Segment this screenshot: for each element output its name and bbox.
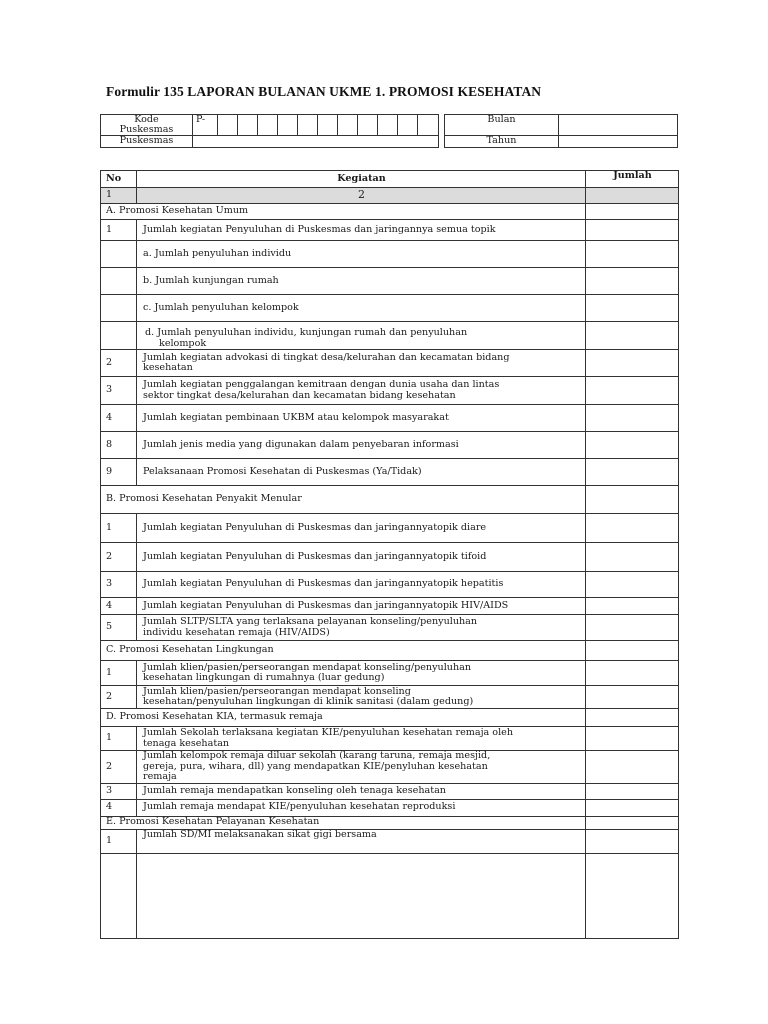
kode-prefix-cell: P-: [193, 115, 218, 136]
row-kegiatan: Jumlah klien/pasien/perseorangan mendapat konseling/penyuluhan kesehatan lingkungan di rumahnya (luar gedung): [137, 661, 586, 686]
section-title: E. Promosi Kesehatan Pelayanan Kesehatan: [101, 816, 586, 829]
row-no: 2: [101, 751, 137, 784]
tahun-value-field[interactable]: [559, 136, 678, 148]
row-kegiatan: Jumlah klien/pasien/perseorangan mendapat konseling kesehatan/penyuluhan lingkungan di klinik sanitasi (dalam gedung): [137, 686, 586, 709]
jumlah-cell[interactable]: [586, 543, 679, 572]
jumlah-cell[interactable]: [586, 486, 679, 514]
section-title: C. Promosi Kesehatan Lingkungan: [101, 641, 586, 661]
jumlah-cell[interactable]: [586, 572, 679, 598]
row-kegiatan: Jumlah kegiatan penggalangan kemitraan dengan dunia usaha dan lintas sektor tingkat desa/kelurahan dan kecamatan bidang kesehatan: [137, 377, 586, 405]
row-kegiatan: [137, 853, 586, 938]
table-row: [101, 783, 679, 799]
kode-box[interactable]: [218, 115, 238, 136]
jumlah-cell[interactable]: [586, 514, 679, 543]
jumlah-cell[interactable]: [586, 204, 679, 220]
kode-box[interactable]: [398, 115, 418, 136]
section-title: D. Promosi Kesehatan KIA, termasuk remaja: [101, 709, 586, 727]
kode-box[interactable]: [358, 115, 378, 136]
table-row: [101, 598, 679, 615]
table-row: [101, 241, 679, 268]
jumlah-cell[interactable]: [586, 727, 679, 751]
puskesmas-value-field[interactable]: [193, 136, 439, 148]
kode-box[interactable]: [378, 115, 398, 136]
kode-box[interactable]: [318, 115, 338, 136]
jumlah-cell[interactable]: [586, 322, 679, 350]
row-kegiatan: Jumlah remaja mendapatkan konseling oleh tenaga kesehatan: [137, 783, 586, 799]
jumlah-cell[interactable]: [586, 295, 679, 322]
row-kegiatan: Jumlah kegiatan pembinaan UKBM atau kelompok masyarakat: [137, 405, 586, 432]
table-row: [101, 268, 679, 295]
kegiatan-table: [100, 170, 679, 939]
row-kegiatan: Jumlah Sekolah terlaksana kegiatan KIE/penyuluhan kesehatan remaja oleh tenaga kesehatan: [137, 727, 586, 751]
row-no: [101, 295, 137, 322]
row-no: 5: [101, 615, 137, 641]
jumlah-cell[interactable]: [586, 432, 679, 459]
table-row: [101, 661, 679, 686]
table-row: [101, 432, 679, 459]
table-row: [101, 572, 679, 598]
row-kegiatan: c. Jumlah penyuluhan kelompok: [137, 295, 586, 322]
row-kegiatan: Pelaksanaan Promosi Kesehatan di Puskesmas (Ya/Tidak): [137, 459, 586, 486]
jumlah-cell[interactable]: [586, 751, 679, 784]
bulan-label: Bulan: [445, 115, 559, 136]
row-no: 1: [101, 829, 137, 853]
row-kegiatan: Jumlah kegiatan Penyuluhan di Puskesmas dan jaringannyatopik hepatitis: [137, 572, 586, 598]
row-no: 2: [101, 686, 137, 709]
row-no: 3: [101, 783, 137, 799]
table-row: [101, 405, 679, 432]
row-no: [101, 241, 137, 268]
column-number-row: [101, 188, 679, 204]
tahun-label: Tahun: [445, 136, 559, 148]
table-row: [101, 751, 679, 784]
jumlah-cell[interactable]: [586, 799, 679, 816]
table-row: [101, 459, 679, 486]
jumlah-cell[interactable]: [586, 350, 679, 377]
row-kegiatan: Jumlah kegiatan Penyuluhan di Puskesmas dan jaringannya semua topik: [137, 220, 586, 241]
table-row: [101, 799, 679, 816]
section-row-e: [101, 816, 679, 829]
row-no: 9: [101, 459, 137, 486]
form-title: Formulir 135 LAPORAN BULANAN UKME 1. PROMOSI KESEHATAN: [106, 84, 542, 99]
section-title: B. Promosi Kesehatan Penyakit Menular: [101, 486, 586, 514]
row-no: 1: [101, 514, 137, 543]
table-row: [101, 686, 679, 709]
section-title: A. Promosi Kesehatan Umum: [101, 204, 586, 220]
table-row: [101, 295, 679, 322]
section-row-b: [101, 486, 679, 514]
jumlah-cell[interactable]: [586, 405, 679, 432]
row-kegiatan: Jumlah SD/MI melaksanakan sikat gigi bersama: [137, 829, 586, 853]
row-no: [101, 322, 137, 350]
periode-header-table: [444, 114, 678, 148]
kode-box[interactable]: [338, 115, 358, 136]
jumlah-cell[interactable]: [586, 686, 679, 709]
puskesmas-label: Puskesmas: [101, 136, 193, 148]
table-row: [101, 543, 679, 572]
kode-box[interactable]: [298, 115, 318, 136]
table-row: [101, 615, 679, 641]
section-row-d: [101, 709, 679, 727]
jumlah-cell[interactable]: [586, 829, 679, 853]
table-row: [101, 350, 679, 377]
row-kegiatan: Jumlah SLTP/SLTA yang terlaksana pelayanan konseling/penyuluhan individu kesehatan remaja (HIV/AIDS): [137, 615, 586, 641]
row-kegiatan: b. Jumlah kunjungan rumah: [137, 268, 586, 295]
row-no: 1: [101, 220, 137, 241]
section-row-c: [101, 641, 679, 661]
jumlah-cell[interactable]: [586, 641, 679, 661]
jumlah-cell[interactable]: [586, 220, 679, 241]
table-row: [101, 829, 679, 853]
row-kegiatan: Jumlah remaja mendapat KIE/penyuluhan kesehatan reproduksi: [137, 799, 586, 816]
row-no: 4: [101, 598, 137, 615]
table-row: [101, 220, 679, 241]
column-header-kegiatan: Kegiatan: [137, 171, 586, 188]
column-number-1: 1: [101, 188, 137, 204]
puskesmas-header-table: [100, 114, 439, 148]
row-kegiatan: Jumlah kegiatan Penyuluhan di Puskesmas dan jaringannyatopik tifoid: [137, 543, 586, 572]
row-kegiatan: Jumlah kelompok remaja diluar sekolah (karang taruna, remaja mesjid, gereja, pura, wihara, dll) yang mendapatkan KIE/penyluhan kesehatan remaja: [137, 751, 586, 784]
column-header-jumlah: Jumlah: [586, 171, 679, 188]
column-number-3: [586, 188, 679, 204]
kode-box[interactable]: [258, 115, 278, 136]
table-row: [101, 322, 679, 350]
row-kegiatan: d. Jumlah penyuluhan individu, kunjungan rumah dan penyuluhan kelompok: [137, 322, 586, 350]
row-no: 1: [101, 727, 137, 751]
jumlah-cell[interactable]: [586, 816, 679, 829]
column-header-no: No: [101, 171, 137, 188]
table-row-empty: [101, 853, 679, 938]
section-row-a: [101, 204, 679, 220]
kode-box[interactable]: [278, 115, 298, 136]
table-row: [101, 727, 679, 751]
bulan-value-field[interactable]: [559, 115, 678, 136]
row-no: [101, 853, 137, 938]
jumlah-cell[interactable]: [586, 459, 679, 486]
jumlah-cell[interactable]: [586, 615, 679, 641]
jumlah-cell[interactable]: [586, 268, 679, 295]
row-kegiatan: a. Jumlah penyuluhan individu: [137, 241, 586, 268]
column-number-2: 2: [137, 188, 586, 204]
kode-puskesmas-label: Kode Puskesmas: [101, 115, 193, 136]
row-no: 2: [101, 350, 137, 377]
kode-box[interactable]: [238, 115, 258, 136]
kode-box[interactable]: [418, 115, 439, 136]
row-kegiatan: Jumlah kegiatan advokasi di tingkat desa/kelurahan dan kecamatan bidang kesehatan: [137, 350, 586, 377]
row-no: 3: [101, 377, 137, 405]
row-no: 8: [101, 432, 137, 459]
row-kegiatan: Jumlah kegiatan Penyuluhan di Puskesmas dan jaringannyatopik HIV/AIDS: [137, 598, 586, 615]
jumlah-cell[interactable]: [586, 783, 679, 799]
row-no: 4: [101, 799, 137, 816]
jumlah-cell[interactable]: [586, 598, 679, 615]
jumlah-cell[interactable]: [586, 241, 679, 268]
row-no: 1: [101, 661, 137, 686]
table-header-row: [101, 171, 679, 188]
row-no: [101, 268, 137, 295]
row-no: 3: [101, 572, 137, 598]
row-kegiatan: Jumlah jenis media yang digunakan dalam penyebaran informasi: [137, 432, 586, 459]
jumlah-cell[interactable]: [586, 853, 679, 938]
row-no: 4: [101, 405, 137, 432]
row-kegiatan: Jumlah kegiatan Penyuluhan di Puskesmas dan jaringannyatopik diare: [137, 514, 586, 543]
row-no: 2: [101, 543, 137, 572]
jumlah-cell[interactable]: [586, 377, 679, 405]
jumlah-cell[interactable]: [586, 661, 679, 686]
table-row: [101, 377, 679, 405]
table-row: [101, 514, 679, 543]
jumlah-cell[interactable]: [586, 709, 679, 727]
